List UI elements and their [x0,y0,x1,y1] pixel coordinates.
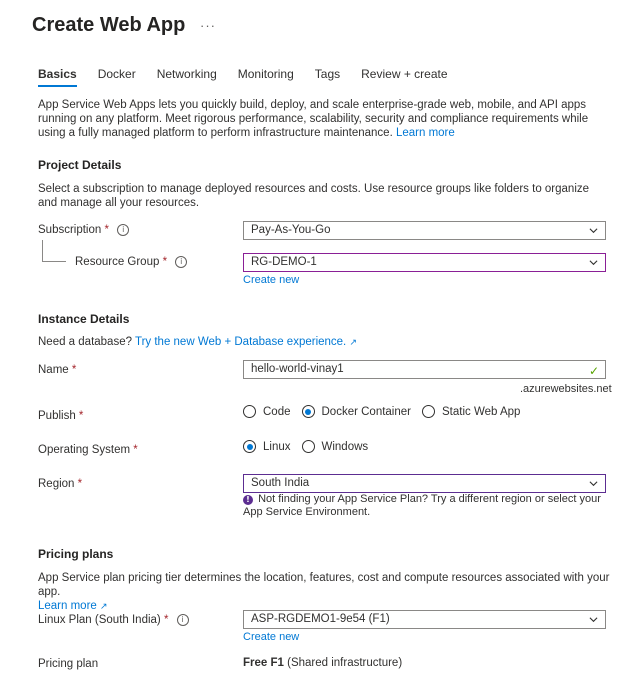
tab-monitoring[interactable]: Monitoring [237,67,294,81]
tab-basics[interactable]: Basics [38,67,77,87]
external-link-icon: ↗ [349,338,358,348]
os-label [38,444,138,456]
web-database-link-text: Try the new Web + Database experience. [134,336,347,348]
publish-code-radio[interactable] [243,405,256,418]
pricing-description-text: App Service plan pricing tier determines the location, features, cost and compute resources associated with your app. [38,572,610,598]
linux-plan-value: ASP-RGDEMO1-9e54 (F1) [251,613,390,625]
os-windows-label: Windows [321,440,369,453]
required-marker: * [104,224,109,236]
chevron-down-icon [589,258,598,267]
region-label-text: Region [38,478,75,490]
publish-docker-label: Docker Container [321,405,411,418]
tab-bar [38,67,469,87]
pricing-description [38,571,610,614]
tab-review-create[interactable]: Review + create [361,67,448,81]
create-new-resource-group-link[interactable]: Create new [243,274,300,286]
publish-label [38,410,83,422]
pricing-plan-value [243,657,402,669]
web-database-link[interactable] [135,336,357,348]
resource-group-label-text: Resource Group [75,256,160,268]
required-marker: * [133,444,138,456]
learn-more-link[interactable]: Learn more [395,127,455,139]
pricing-learn-more-text: Learn more [38,600,97,612]
resource-group-label [75,256,187,268]
database-prompt-text: Need a database? [38,336,135,348]
more-options-button[interactable]: ··· [200,18,216,33]
tab-networking[interactable]: Networking [156,67,217,81]
intro-description: App Service Web Apps lets you quickly build, deploy, and scale enterprise-grade web, mobile, and API apps running on any platform. Meet rigorous performance, scalability, security and compliance requirements while using a fully managed platform to perform infrastructure maintenance. [38,99,589,139]
resource-group-value: RG-DEMO-1 [251,256,317,268]
resource-group-select[interactable] [243,253,606,272]
pricing-plans-heading: Pricing plans [38,547,114,561]
page-title: Create Web App [32,14,186,36]
linux-plan-select[interactable] [243,610,606,629]
required-marker: * [163,614,169,626]
project-details-heading: Project Details [38,158,122,172]
info-icon[interactable]: i [117,224,129,236]
region-select[interactable] [243,474,606,493]
create-new-plan-link[interactable]: Create new [243,631,300,643]
info-filled-icon: ! [243,495,253,505]
os-radio-group [243,440,379,453]
tree-connector-vertical [42,240,43,261]
os-linux-label: Linux [263,440,291,453]
subscription-value: Pay-As-You-Go [251,224,331,236]
publish-static-label: Static Web App [441,405,521,418]
os-linux-radio[interactable] [243,440,256,453]
name-label [38,364,76,376]
instance-details-heading: Instance Details [38,312,130,326]
pricing-tier: Free F1 [243,657,284,669]
os-label-text: Operating System [38,444,131,456]
external-link-icon: ↗ [100,602,108,612]
region-note [243,493,605,519]
publish-static-radio[interactable] [422,405,435,418]
tab-tags[interactable]: Tags [314,67,341,81]
required-marker: * [162,256,168,268]
chevron-down-icon [589,479,598,488]
database-prompt [38,335,610,350]
tab-docker[interactable]: Docker [97,67,136,81]
pricing-learn-more-link[interactable] [38,600,108,612]
required-marker: * [77,478,83,490]
publish-radio-group [243,405,531,418]
name-label-text: Name [38,364,69,376]
pricing-plan-label: Pricing plan [38,658,99,670]
subscription-label [38,224,129,236]
app-name-value: hello-world-vinay1 [251,363,344,375]
project-details-description: Select a subscription to manage deployed resources and costs. Use resource groups like folders to organize and manage all your resources. [38,183,590,209]
region-note-text: Not finding your App Service Plan? Try a different region or select your App Service Environment. [243,493,601,518]
subscription-select[interactable] [243,221,606,240]
subscription-label-text: Subscription [38,224,102,236]
linux-plan-label-text: Linux Plan (South India) [38,614,161,626]
check-icon: ✓ [588,364,599,378]
linux-plan-label [38,614,189,626]
info-icon[interactable]: i [177,614,189,626]
region-value: South India [251,477,310,489]
info-icon[interactable]: i [175,256,187,268]
publish-label-text: Publish [38,410,76,422]
chevron-down-icon [589,226,598,235]
publish-code-label: Code [263,405,291,418]
tree-connector-horizontal [42,261,66,262]
os-windows-radio[interactable] [302,440,315,453]
region-label [38,478,82,490]
pricing-tier-detail: (Shared infrastructure) [283,657,403,669]
chevron-down-icon [589,615,598,624]
app-name-input[interactable] [243,360,606,379]
required-marker: * [78,410,84,422]
publish-docker-radio[interactable] [302,405,315,418]
intro-text [38,98,610,140]
domain-suffix: .azurewebsites.net [520,383,612,395]
required-marker: * [71,364,77,376]
